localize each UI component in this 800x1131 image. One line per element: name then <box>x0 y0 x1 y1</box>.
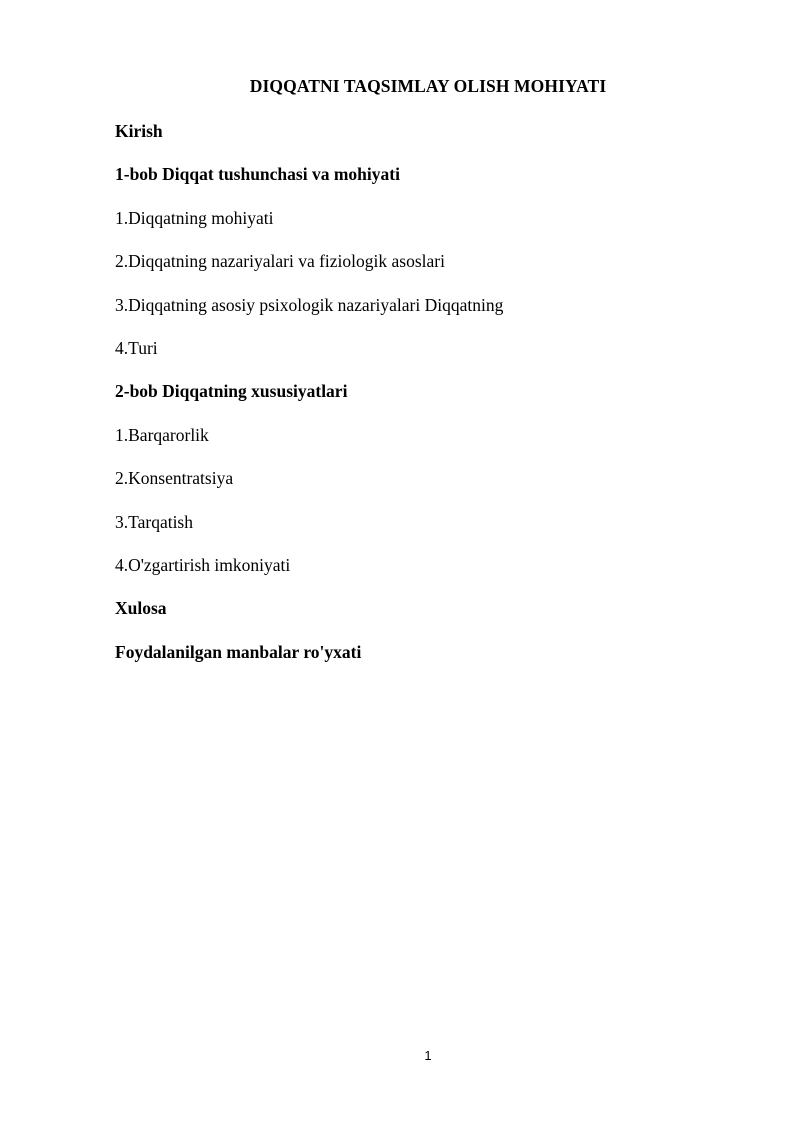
toc-item-references: Foydalanilgan manbalar ro'yxati <box>115 641 362 662</box>
toc-item: 4.O'zgartirish imkoniyati <box>115 554 291 575</box>
document-title: DIQQATNI TAQSIMLAY OLISH MOHIYATI <box>249 76 607 96</box>
toc-item: 4.Turi <box>115 337 158 358</box>
toc-item-xulosa: Xulosa <box>115 598 167 619</box>
toc-chapter-1: 1-bob Diqqat tushunchasi va mohiyati <box>115 164 400 185</box>
toc-item-kirish: Kirish <box>115 121 163 141</box>
page-number: 1 <box>424 1048 432 1063</box>
toc-item: 3.Tarqatish <box>115 511 193 532</box>
toc-item: 1.Diqqatning mohiyati <box>115 207 274 228</box>
toc-item: 3.Diqqatning asosiy psixologik nazariyalari Diqqatning <box>115 294 504 315</box>
toc-item: 2.Konsentratsiya <box>115 468 234 489</box>
toc-chapter-2: 2-bob Diqqatning xususiyatlari <box>115 381 348 402</box>
toc-item: 2.Diqqatning nazariyalari va fiziologik asoslari <box>115 251 445 272</box>
toc-item: 1.Barqarorlik <box>115 424 209 445</box>
table-of-contents <box>115 120 503 684</box>
